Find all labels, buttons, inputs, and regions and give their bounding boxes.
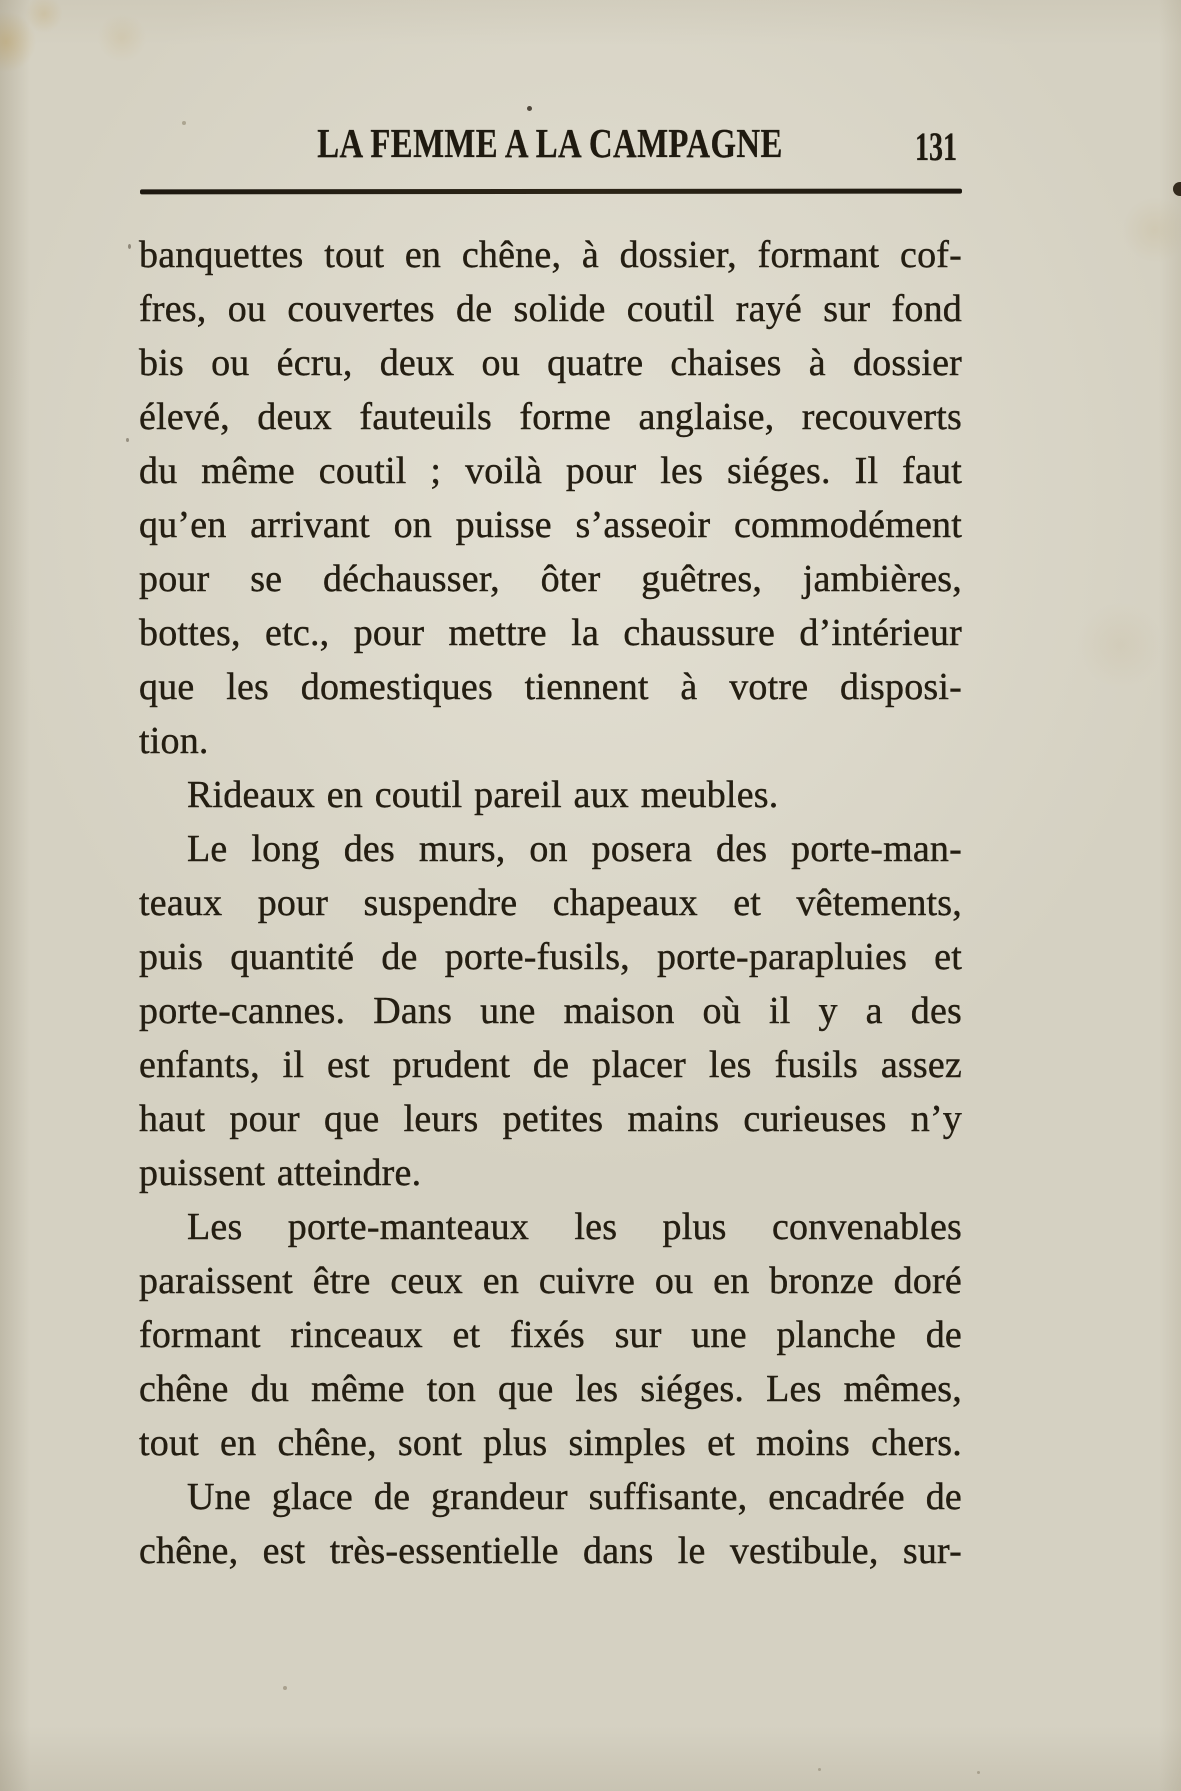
- body-paragraph: [139, 1470, 962, 1578]
- text-line: teaux pour suspendre chapeaux et vêtements,: [139, 882, 962, 924]
- ink-speck: [818, 1768, 821, 1771]
- running-title: LA FEMME A LA CAMPAGNE: [317, 120, 783, 166]
- body-paragraph: [139, 768, 962, 822]
- body-paragraph: [139, 1200, 962, 1470]
- text-line: puissent atteindre.: [139, 1152, 422, 1194]
- text-line: tout en chêne, sont plus simples et moins chers.: [139, 1422, 962, 1464]
- body-paragraph: [139, 822, 962, 1200]
- page-number: 131: [915, 124, 957, 169]
- text-line: puis quantité de porte-fusils, porte-parapluies et: [139, 936, 962, 978]
- text-line: fres, ou couvertes de solide coutil rayé sur fond: [139, 288, 962, 330]
- text-line: Les porte-manteaux les plus convenables: [187, 1206, 962, 1248]
- text-line: paraissent être ceux en cuivre ou en bronze doré: [139, 1260, 962, 1302]
- text-line: élevé, deux fauteuils forme anglaise, recouverts: [139, 396, 962, 438]
- text-line: du même coutil ; voilà pour les siéges. Il faut: [139, 450, 962, 492]
- text-line: bottes, etc., pour mettre la chaussure d’intérieur: [139, 612, 962, 654]
- header-rule: [140, 189, 962, 194]
- text-line: porte-cannes. Dans une maison où il y a des: [139, 990, 962, 1032]
- page-edge-mark: [1173, 182, 1181, 196]
- text-line: tion.: [139, 720, 209, 762]
- ink-speck: [527, 106, 532, 111]
- ink-speck: [182, 121, 186, 125]
- ink-speck: [977, 1771, 980, 1774]
- text-line: enfants, il est prudent de placer les fusils assez: [139, 1044, 962, 1086]
- text-line: banquettes tout en chêne, à dossier, formant cof-: [139, 234, 962, 276]
- text-line: que les domestiques tiennent à votre disposi-: [139, 666, 962, 708]
- ink-speck: [283, 1686, 287, 1690]
- text-line: chêne du même ton que les siéges. Les mêmes,: [139, 1368, 962, 1410]
- text-line: haut pour que leurs petites mains curieuses n’y: [139, 1098, 962, 1140]
- text-line: qu’en arrivant on puisse s’asseoir commodément: [139, 504, 962, 546]
- body-text: [139, 228, 962, 1578]
- text-line: chêne, est très-essentielle dans le vestibule, sur-: [139, 1530, 962, 1572]
- text-line: Une glace de grandeur suffisante, encadrée de: [187, 1476, 962, 1518]
- ink-speck: [128, 244, 131, 249]
- body-paragraph: [139, 228, 962, 768]
- text-line: Le long des murs, on posera des porte-man-: [187, 828, 962, 870]
- text-line: pour se déchausser, ôter guêtres, jambières,: [139, 558, 962, 600]
- text-line: Rideaux en coutil pareil aux meubles.: [187, 774, 779, 816]
- text-line: bis ou écru, deux ou quatre chaises à dossier: [139, 342, 962, 384]
- ink-speck: [126, 438, 129, 442]
- text-line: formant rinceaux et fixés sur une planche de: [139, 1314, 962, 1356]
